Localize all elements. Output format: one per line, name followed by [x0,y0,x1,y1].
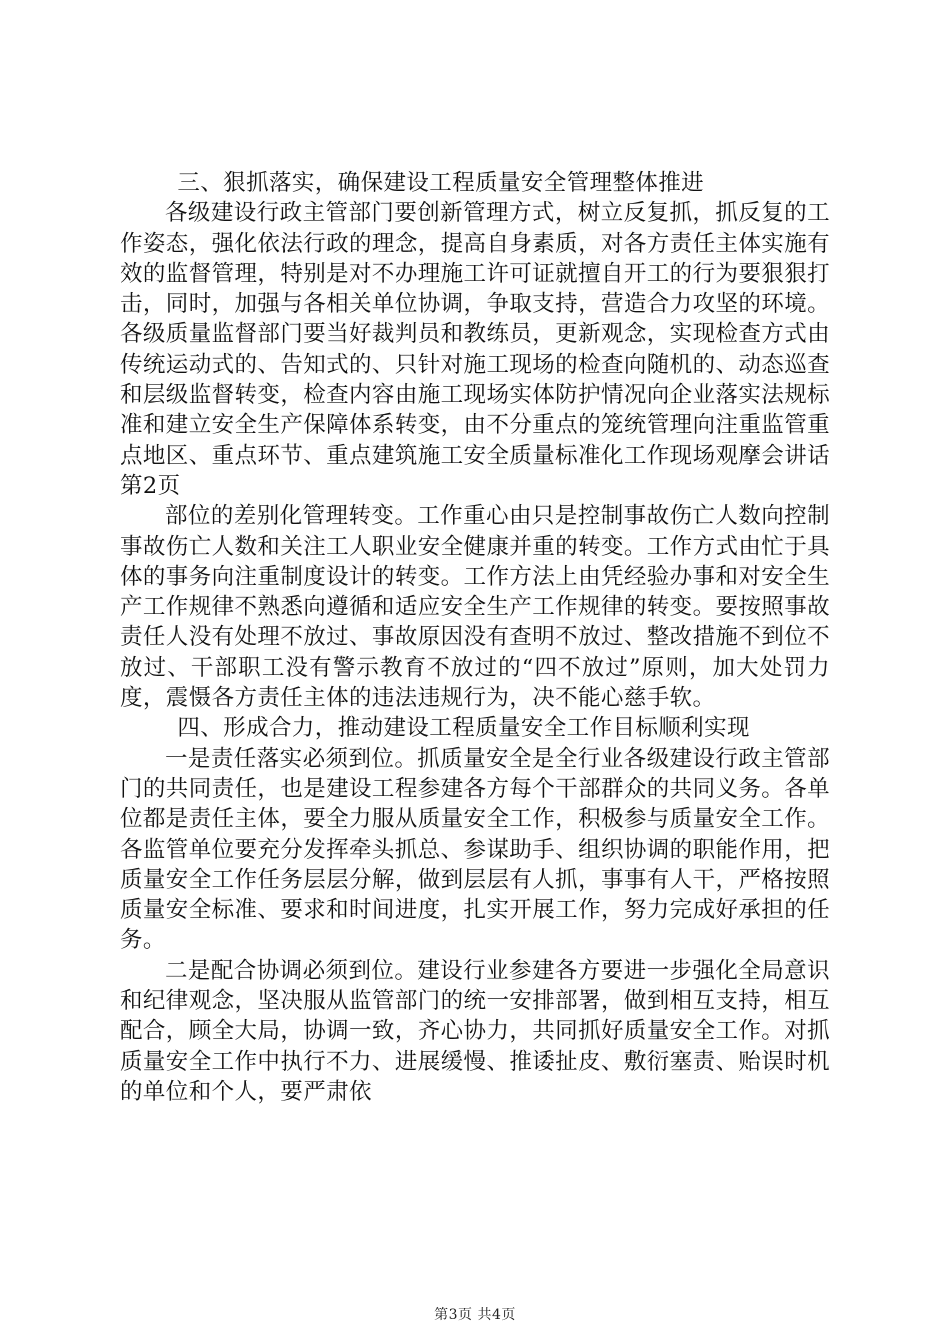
body-paragraph: 部位的差别化管理转变。工作重心由只是控制事故伤亡人数向控制事故伤亡人数和关注工人职业安全健康并重的转变。工作方式由忙于具体的事务向注重制度设计的转变。工作方法上由凭经验办事和对安全生产工作规律不熟悉向遵循和适应安全生产工作规律的转变。要按照事故责任人没有处理不放过、事故原因没有查明不放过、整改措施不到位不放过、干部职工没有警示教育不放过的“四不放过”原则，加大处罚力度，震慑各方责任主体的违法违规行为，决不能心慈手软。 [120,503,830,712]
page-footer: 第3页 共4页 [434,1307,516,1323]
body-paragraph: 各级建设行政主管部门要创新管理方式，树立反复抓，抓反复的工作姿态，强化依法行政的理念，提高自身素质，对各方责任主体实施有效的监督管理，特别是对不办理施工许可证就擅自开工的行为要狠狠打击，同时，加强与各相关单位协调，争取支持，营造合力攻坚的环境。各级质量监督部门要当好裁判员和教练员，更新观念，实现检查方式由传统运动式的、告知式的、只针对施工现场的检查向随机的、动态巡查和层级监督转变，检查内容由施工现场实体防护情况向企业落实法规标准和建立安全生产保障体系转变，由不分重点的笼统管理向注重监管重点地区、重点环节、重点建筑施工安全质量标准化工作现场观摩会讲话第2页 [120,200,830,499]
section-heading-4: 四、形成合力，推动建设工程质量安全工作目标顺利实现 [177,715,750,742]
section-heading-3: 三、狠抓落实，确保建设工程质量安全管理整体推进 [177,170,705,196]
document-body [120,168,830,1107]
body-paragraph: 二是配合协调必须到位。建设行业参建各方要进一步强化全局意识和纪律观念，坚决服从监管部门的统一安排部署，做到相互支持，相互配合，顾全大局，协调一致，齐心协力，共同抓好质量安全工作。对抓质量安全工作中执行不力、进展缓慢、推诿扯皮、敷衍塞责、贻误时机的单位和个人，要严肃依 [120,957,830,1105]
body-paragraph: 一是责任落实必须到位。抓质量安全是全行业各级建设行政主管部门的共同责任，也是建设工程参建各方每个干部群众的共同义务。各单位都是责任主体，要全力服从质量安全工作，积极参与质量安全工作。各监管单位要充分发挥牵头抓总、参谋助手、组织协调的职能作用，把质量安全工作任务层层分解，做到层层有人抓，事事有人干，严格按照质量安全标准、要求和时间进度，扎实开展工作，努力完成好承担的任务。 [120,745,830,954]
